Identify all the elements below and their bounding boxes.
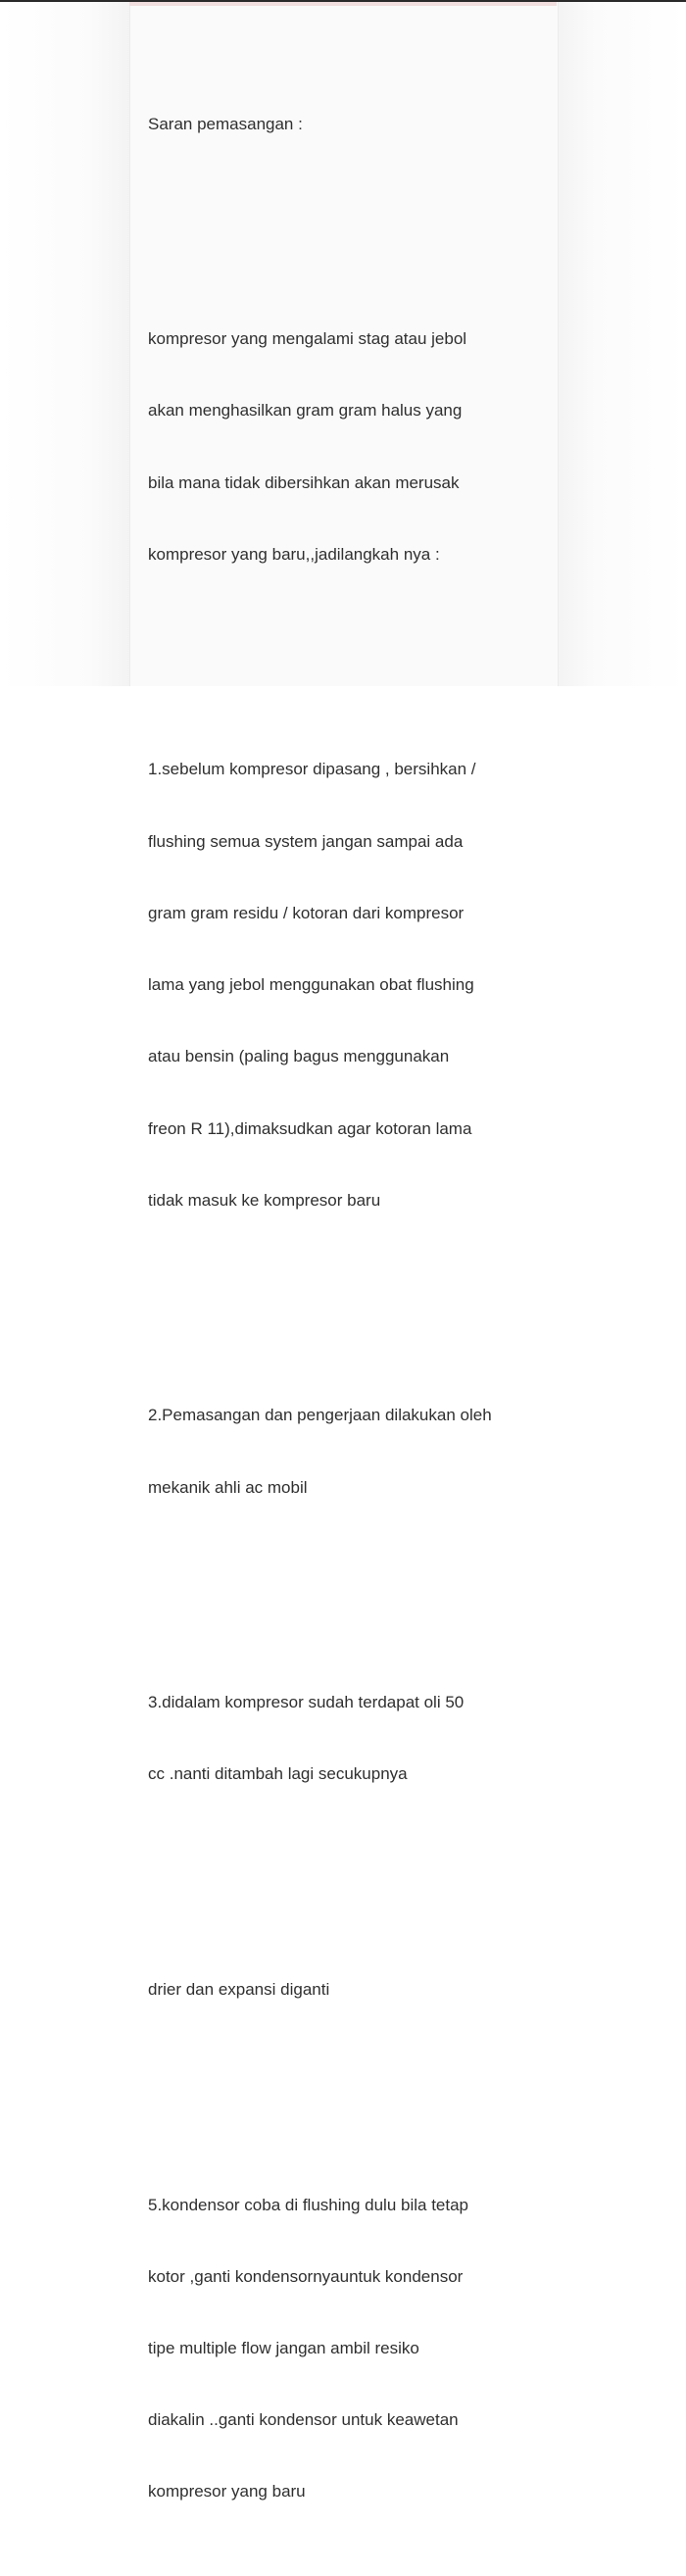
note-title: Saran pemasangan : [148,114,303,133]
note-line: 2.Pemasangan dan pengerjaan dilakukan oleh [148,1406,492,1425]
note-line: gram gram residu / kotoran dari kompresor [148,903,465,922]
note-line: diakalin ..ganti kondensor untuk keawetan [148,2410,459,2430]
note-line: akan menghasilkan gram gram halus yang [148,401,463,421]
note-line: tidak masuk ke kompresor baru [148,1190,381,1210]
note-line: drier dan expansi diganti [148,1979,330,1999]
top-status-bar [129,2,557,6]
note-title-block [148,65,552,184]
note-step-3 [148,1643,552,1834]
note-line: kompresor yang mengalami stag atau jebol [148,329,467,349]
note-line: kotor ,ganti kondensornyauntuk kondensor [148,2266,464,2286]
left-margin [0,0,129,686]
note-intro [148,279,552,615]
note-step-1 [148,711,552,1261]
note-line: kompresor yang baru,,jadilangkah nya : [148,544,440,564]
right-margin [557,0,686,686]
note-line: freon R 11),dimaksudkan agar kotoran lama [148,1118,472,1138]
note-line: kompresor yang baru [148,2482,306,2502]
note-step-5 [148,2146,552,2552]
note-line: atau bensin (paling bagus menggunakan [148,1047,450,1066]
note-line: tipe multiple flow jangan ambil resiko [148,2339,419,2358]
note-line: mekanik ahli ac mobil [148,1477,308,1497]
note-step-2 [148,1357,552,1548]
note-step-4 [148,1930,552,2050]
note-line: bila mana tidak dibersihkan akan merusak [148,472,460,492]
note-line: 1.sebelum kompresor dipasang , bersihkan / [148,760,476,779]
note-line: 3.didalam kompresor sudah terdapat oli 50 [148,1693,465,1712]
note-content [148,17,552,2576]
note-line: flushing semua system jangan sampai ada [148,831,464,851]
note-line: lama yang jebol menggunakan obat flushing [148,975,474,995]
note-line: cc .nanti ditambah lagi secukupnya [148,1764,408,1784]
note-line: 5.kondensor coba di flushing dulu bila tetap [148,2195,469,2214]
